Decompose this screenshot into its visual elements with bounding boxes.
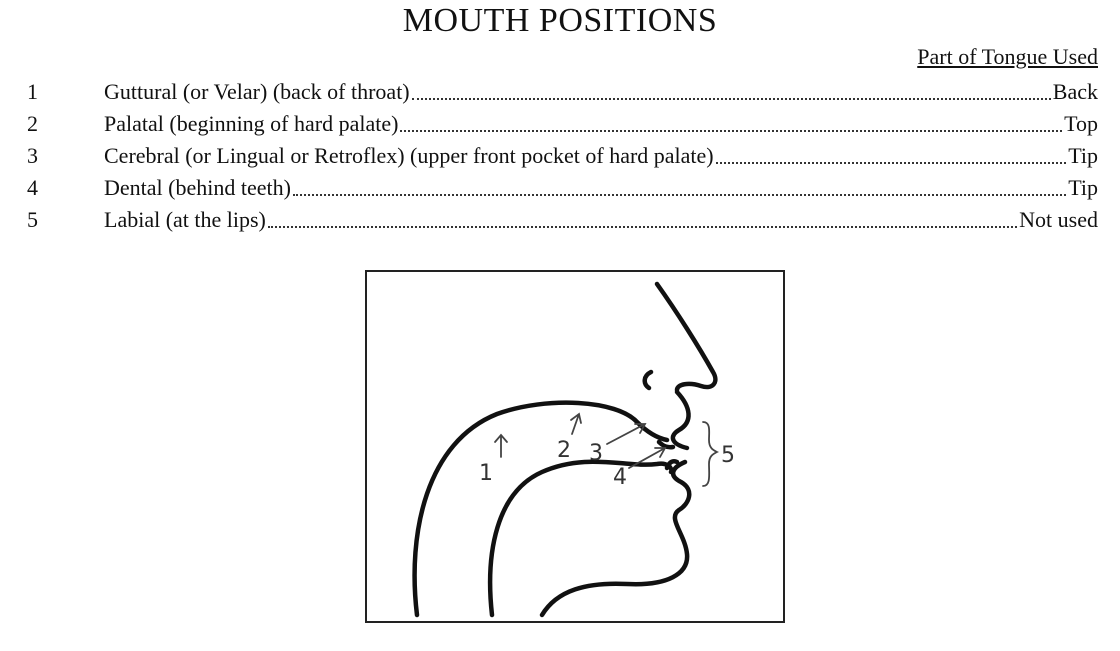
nostril [645,372,651,388]
position-name: Palatal (beginning of hard palate) [104,111,399,136]
list-item [0,76,1120,108]
page-title: MOUTH POSITIONS [402,2,718,39]
upper-lip [673,392,689,448]
label-5: 5 [721,443,735,468]
list-item [0,172,1120,204]
row-number: 2 [27,111,38,136]
tongue-part: Not used [1019,207,1098,232]
label-3: 3 [589,441,603,466]
brace-5 [703,422,717,486]
arrow-3 [607,424,645,444]
arrow-2 [571,414,581,434]
nose-profile [657,284,715,390]
position-name: Dental (behind teeth) [104,175,291,200]
position-name: Guttural (or Velar) (back of throat) [104,79,410,104]
tongue-part: Back [1052,79,1098,104]
dot-leader [400,130,1062,132]
mouth-diagram-drawing [367,272,787,625]
label-4: 4 [613,465,627,490]
dot-leader [293,194,1066,196]
dot-leader [716,162,1067,164]
dot-leader [268,226,1017,228]
tongue-part: Top [1064,111,1098,136]
position-name: Labial (at the lips) [104,207,266,232]
mouth-diagram [365,270,785,623]
label-1: 1 [479,461,493,486]
row-number: 3 [27,143,38,168]
list-item [0,108,1120,140]
tongue [490,462,671,615]
list-item [0,204,1120,236]
row-number: 1 [27,79,38,104]
column-header: Part of Tongue Used [917,44,1098,69]
tongue-part: Tip [1068,175,1098,200]
tongue-part: Tip [1068,143,1098,168]
position-name: Cerebral (or Lingual or Retroflex) (upper front pocket of hard palate) [104,143,714,168]
upper-teeth [659,442,673,447]
label-2: 2 [557,438,571,463]
dot-leader [412,98,1051,100]
row-number: 5 [27,207,38,232]
arrow-1 [495,435,507,457]
list-item [0,140,1120,172]
row-number: 4 [27,175,38,200]
